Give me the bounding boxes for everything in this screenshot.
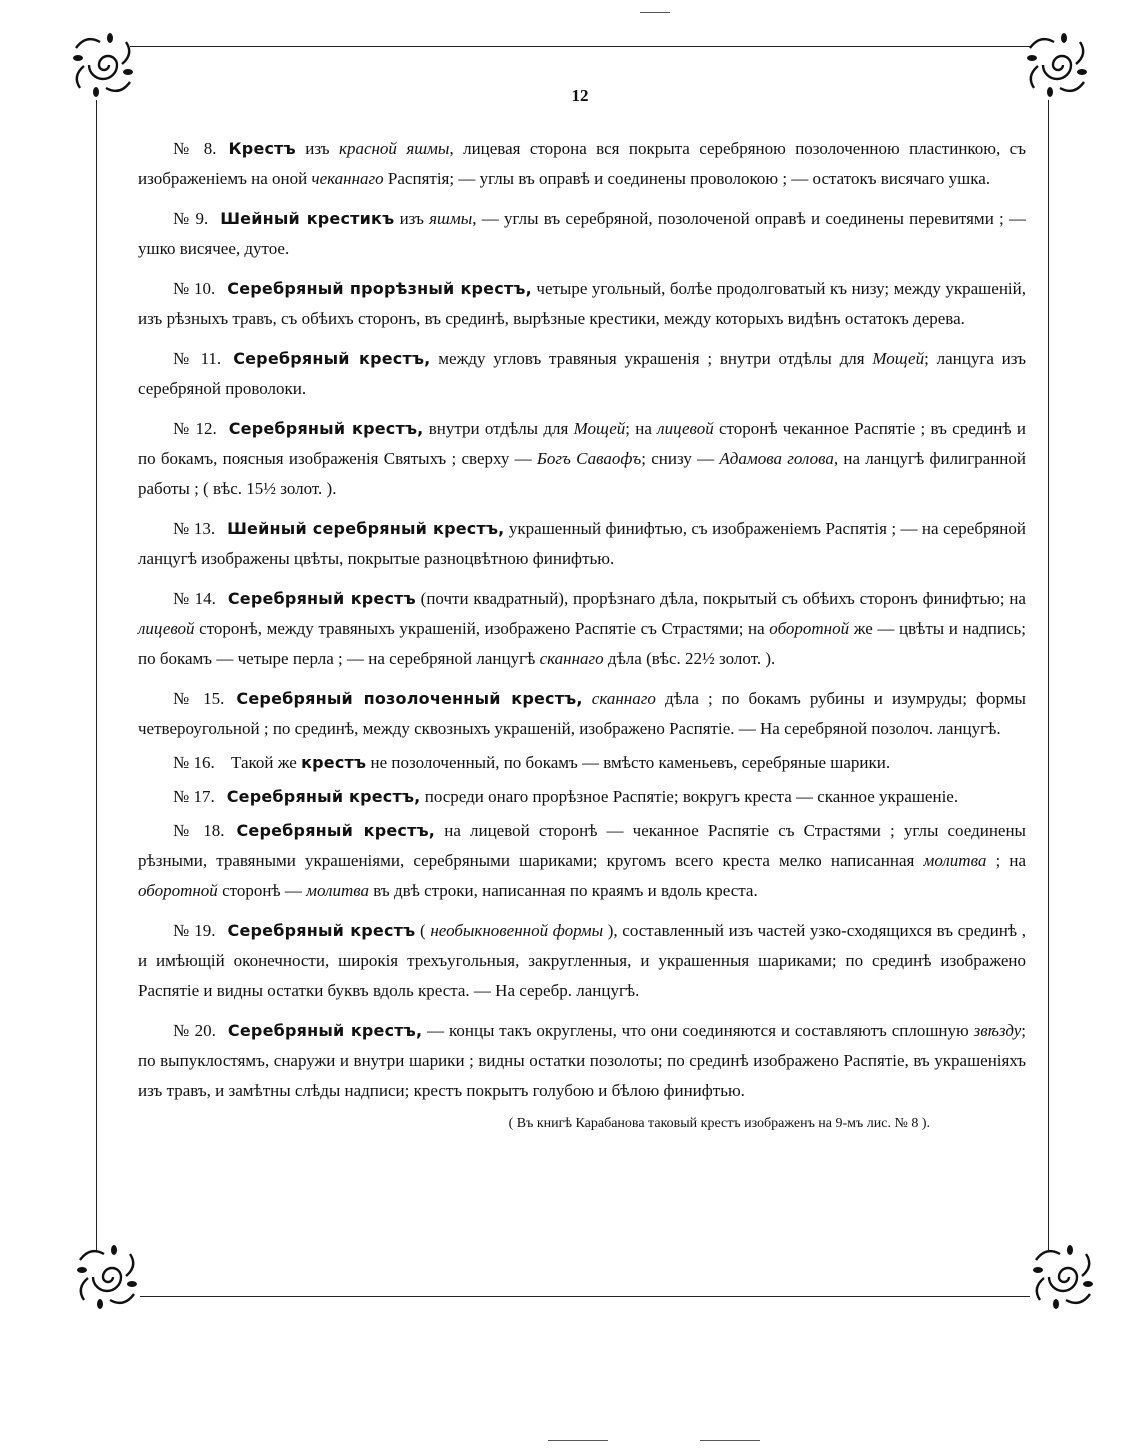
catalog-entry [138,782,1026,812]
entry-number: № 11. [173,349,222,368]
entry-italic-text: красной яшмы [339,139,450,158]
entry-number: № 18. [173,821,225,840]
entry-italic-text: сканнаго [591,689,656,708]
entry-number: № 13. [173,519,216,538]
catalog-entry [138,344,1026,404]
entry-italic-text: Мощей [573,419,626,438]
entry-number: № 17. [173,787,215,806]
catalog-entry [138,816,1026,906]
frame-bottom-rule [140,1296,1030,1297]
entry-text: ; по выпуклостямъ, снаружи и внутри шарики ; видны остатки позолоты; по срединѣ изображено Распятіе, въ украшеніяхъ изъ травъ, и замѣтны слѣды надписи; крестъ покрытъ голубою и бѣлою финифтью. [138,1021,1026,1100]
entry-text: дѣла (вѣс. 22½ золот. ). [603,649,776,668]
entry-text: изъ [394,209,430,228]
entry-italic-text: лицевой [138,619,195,638]
entry-text: Такой же [226,753,302,772]
corner-ornament-icon [66,28,140,102]
entry-text: сторонѣ — [217,881,307,900]
catalog-entry [138,748,1026,778]
entry-title: Серебряный позолоченный крестъ, [236,689,583,708]
entry-text: , — углы въ серебряной, позолоченой оправѣ и соединены перевитями ; — ушко висячее, дутое. [138,209,1026,258]
entry-text: на лицевой сторонѣ — чеканное Распятіе съ Страстями ; углы соединены рѣзными, травяными украшеніями, серебряными шариками; кругомъ всего креста мелко написанная [138,821,1026,870]
entry-text: же — цвѣты и надпись; по бокамъ — четыре перла ; — на серебряной ланцугѣ [138,619,1026,668]
entry-text: ; на [625,419,658,438]
entry-text: четыре угольный, болѣе продолговатый къ низу; между украшеній, изъ рѣзныхъ травъ, съ обѣихъ сторонъ, въ срединѣ, вырѣзные крестики, между которыхъ видѣнъ остатокъ дерева. [138,279,1026,328]
entry-title: Серебряный крестъ, [226,787,421,806]
entry-italic-text: оборотной [769,619,850,638]
entry-italic-text: Мощей [872,349,925,368]
catalog-entry [138,514,1026,574]
entry-text: не позолоченный, по бокамъ — вмѣсто каменьевъ, серебряные шарики. [366,753,891,772]
entry-italic-text: яшмы [429,209,473,228]
corner-ornament-icon [1020,28,1094,102]
frame-right-rule [1048,100,1049,1250]
entry-text: посреди онаго прорѣзное Распятіе; вокругъ креста — сканное украшеніе. [420,787,959,806]
catalog-entry [138,1016,1026,1106]
entry-text: между угловъ травяныя украшенія ; внутри отдѣлы для [430,349,873,368]
entry-italic-text: чеканнаго [311,169,384,188]
entry-number: № 10. [173,279,216,298]
entry-text: изъ [295,139,339,158]
corner-ornament-icon [1026,1240,1100,1314]
entry-italic-text: сканнаго [539,649,604,668]
entry-italic-text: Богъ Саваофъ [536,449,642,468]
corner-ornament-icon [70,1240,144,1314]
footnote: ( Въ книгѣ Карабанова таковый крестъ изображенъ на 9-мъ лис. № 8 ). [508,1116,930,1131]
frame-top-rule [130,46,1030,47]
catalog-entry [138,274,1026,334]
entry-title: Серебряный крестъ [227,589,416,608]
entry-italic-text: молитва [306,881,370,900]
entry-number: № 15. [173,689,225,708]
entry-text: дѣла ; по бокамъ рубины и изумруды; формы четвероугольной ; по срединѣ, между сквозныхъ украшеній, изображено Распятіе. — На серебряной позолоч. ланцугѣ. [138,689,1026,738]
entry-text: крестъ [301,753,367,772]
entry-title: Серебряный крестъ, [236,821,436,840]
entry-number: № 16. [173,753,215,772]
entry-text: Распятія; — углы въ оправѣ и соединены проволокою ; — остатокъ висячаго ушка. [383,169,991,188]
entry-title: Серебряный прорѣзный крестъ, [227,279,532,298]
entry-italic-text: лицевой [657,419,714,438]
entry-number: № 8. [173,139,217,158]
entry-italic-text: звѣзду [973,1021,1022,1040]
entry-text [583,689,592,708]
entry-text: украшенный финифтью, съ изображеніемъ Распятія ; — на серебряной ланцугѣ изображены цвѣты, покрытые разноцвѣтною финифтью. [138,519,1026,568]
entry-italic-text: Адамова голова [719,449,834,468]
catalog-entry [138,684,1026,744]
scan-artifact [548,1440,608,1441]
entry-number: № 20. [173,1021,216,1040]
catalog-entries [138,134,1026,1136]
catalog-entry [138,204,1026,264]
entry-text: , лицевая сторона вся покрыта серебряною позолоченною пластинкою, съ изображеніемъ на оной [138,139,1026,188]
catalog-entry [138,916,1026,1006]
catalog-entry [138,414,1026,504]
entry-text: (почти квадратный), прорѣзнаго дѣла, покрытый съ обѣихъ сторонъ финифтью; на [415,589,1026,608]
entry-title: Серебряный крестъ, [233,349,431,368]
entry-title: Шейный крестикъ [220,209,395,228]
frame-left-rule [96,100,97,1250]
entry-title: Шейный серебряный крестъ, [227,519,505,538]
entry-text: ; на [986,851,1026,870]
entry-text: сторонѣ, между травяныхъ украшеній, изображено Распятіе съ Страстями; на [194,619,770,638]
scan-artifact [640,12,670,13]
entry-italic-text: необыкновенной формы [430,921,604,940]
entry-text: ; ланцуга изъ серебряной проволоки. [138,349,1026,398]
entry-text: внутри отдѣлы для [423,419,574,438]
scan-artifact [700,1440,760,1441]
entry-number: № 12. [173,419,217,438]
entry-italic-text: оборотной [138,881,218,900]
entry-number: № 19. [173,921,216,940]
entry-text: ), составленный изъ частей узко-сходящихся въ срединѣ , и имѣющій оконечности, широкія трехъугольныя, закругленныя, и украшенныя шариками; по срединѣ изображено Распятіе и видны остатки буквъ вдоль креста. — На серебр. ланцугѣ. [138,921,1026,1000]
entry-number: № 14. [173,589,216,608]
entry-text: сторонѣ чеканное Распятіе ; въ срединѣ и по бокамъ, поясныя изображенія Святыхъ ; сверху — [138,419,1026,468]
entry-title: Серебряный крестъ [227,921,416,940]
catalog-entry [138,584,1026,674]
entry-text: — концы такъ округлены, что они соединяются и составляютъ сплошную [422,1021,974,1040]
page-number: 12 [571,86,589,105]
entry-title: Крестъ [228,139,296,158]
entry-text: , на ланцугѣ филигранной работы ; ( вѣс. 15½ золот. ). [138,449,1027,498]
entry-text: въ двѣ строки, написанная по краямъ и вдоль креста. [369,881,758,900]
entry-title: Серебряный крестъ, [227,1021,423,1040]
catalog-entry [138,134,1026,194]
entry-text: ; снизу — [641,449,720,468]
entry-number: № 9. [173,209,209,228]
entry-text: ( [415,921,431,940]
entry-title: Серебряный крестъ, [228,419,424,438]
entry-italic-text: молитва [923,851,987,870]
